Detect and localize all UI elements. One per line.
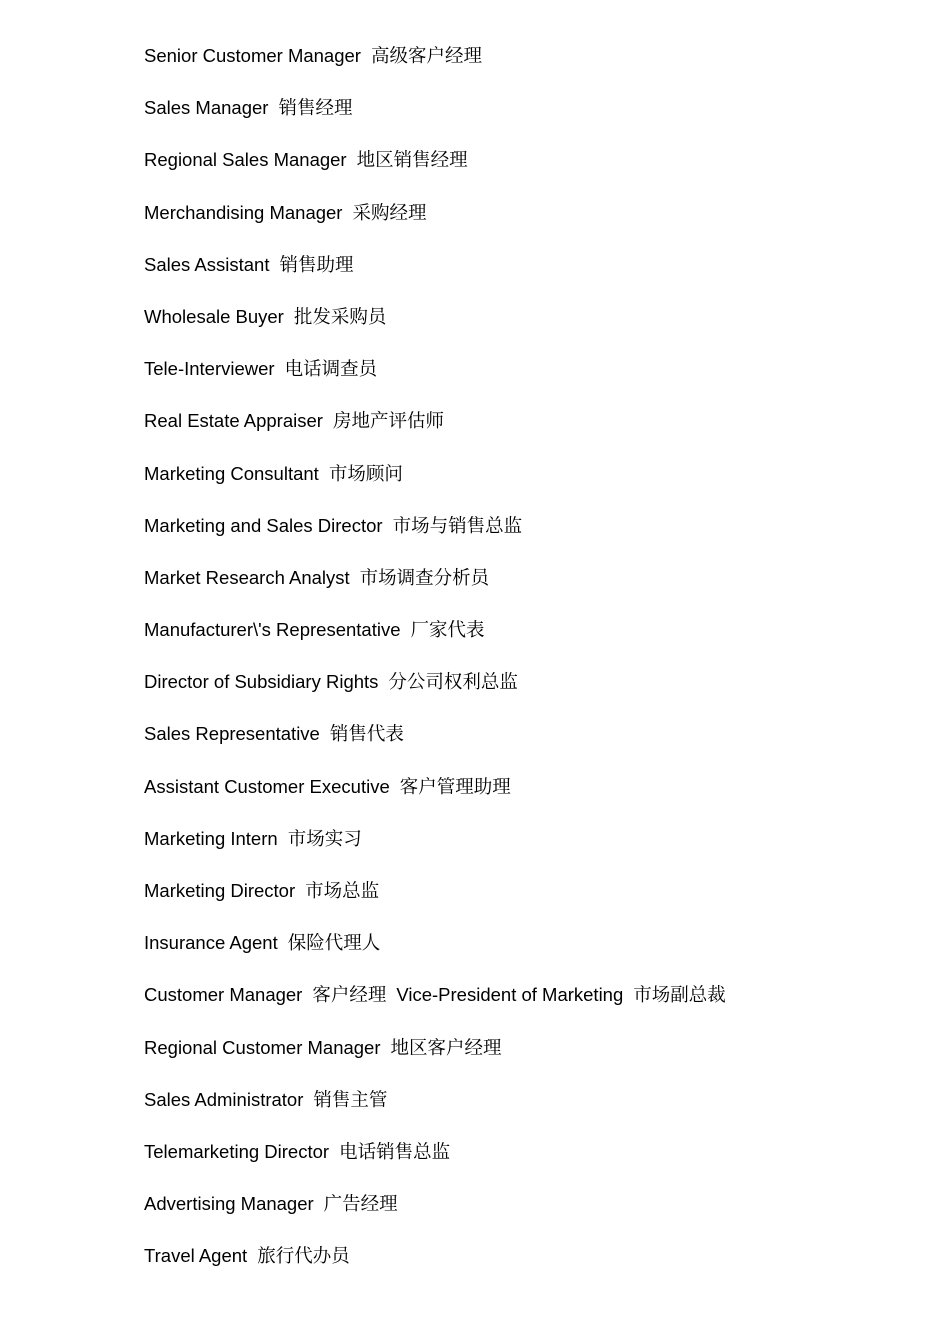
chinese-title: 保险代理人: [287, 933, 381, 955]
list-item: [144, 929, 726, 981]
list-item: [144, 146, 726, 198]
chinese-title: 销售经理: [278, 98, 353, 120]
list-item: [144, 42, 726, 94]
english-title: Travel Agent: [144, 1245, 248, 1267]
chinese-title-secondary: 市场副总裁: [633, 985, 726, 1007]
job-title-list: [144, 42, 726, 1295]
english-title: Telemarketing Director: [144, 1140, 330, 1162]
chinese-title: 广告经理: [323, 1194, 398, 1216]
list-item: [144, 407, 726, 459]
english-title: Manufacturer\'s Representative: [144, 619, 401, 641]
chinese-title: 高级客户经理: [370, 46, 482, 67]
chinese-title: 批发采购员: [293, 306, 387, 328]
list-item: [144, 251, 726, 303]
chinese-title: 厂家代表: [410, 620, 485, 642]
english-title: Advertising Manager: [144, 1193, 314, 1215]
list-item: [144, 877, 726, 929]
list-item: [144, 825, 726, 877]
english-title: Marketing Consultant: [144, 462, 319, 484]
chinese-title: 销售助理: [279, 254, 354, 276]
english-title: Regional Sales Manager: [144, 149, 347, 171]
list-item: [144, 720, 726, 772]
chinese-title: 市场总监: [305, 881, 380, 902]
list-item: [144, 564, 726, 616]
list-item: [144, 981, 726, 1033]
chinese-title: 市场顾问: [328, 463, 403, 485]
english-title: Tele-Interviewer: [144, 358, 275, 380]
list-item: [144, 1034, 726, 1086]
english-title: Insurance Agent: [144, 932, 278, 954]
chinese-title: 电话调查员: [284, 359, 378, 381]
chinese-title: 客户管理助理: [399, 776, 511, 798]
list-item: [144, 773, 726, 825]
chinese-title: 市场与销售总监: [392, 515, 523, 537]
chinese-title: 旅行代办员: [257, 1246, 350, 1268]
list-item: [144, 668, 726, 720]
english-title-secondary: Vice-President of Marketing: [396, 984, 624, 1006]
english-title: Marketing and Sales Director: [144, 514, 383, 536]
english-title: Sales Manager: [144, 97, 269, 119]
chinese-title: 房地产评估师: [332, 411, 444, 433]
english-title: Regional Customer Manager: [144, 1036, 381, 1058]
english-title: Marketing Director: [144, 880, 296, 901]
list-item: [144, 616, 726, 668]
list-item: [144, 1086, 726, 1138]
english-title: Sales Assistant: [144, 253, 270, 275]
chinese-title: 地区销售经理: [356, 150, 468, 172]
english-title: Market Research Analyst: [144, 566, 350, 588]
chinese-title: 市场实习: [287, 828, 362, 850]
english-title: Merchandising Manager: [144, 201, 343, 223]
list-item: [144, 303, 726, 355]
list-item: [144, 199, 726, 251]
english-title: Senior Customer Manager: [144, 45, 361, 66]
list-item: [144, 1242, 726, 1294]
chinese-title: 销售主管: [313, 1089, 388, 1111]
list-item: [144, 1138, 726, 1190]
english-title: Sales Representative: [144, 723, 320, 745]
english-title: Director of Subsidiary Rights: [144, 671, 379, 693]
list-item: [144, 1190, 726, 1242]
chinese-title: 分公司权利总监: [388, 672, 518, 694]
chinese-title: 电话销售总监: [339, 1141, 451, 1163]
list-item: [144, 355, 726, 407]
english-title: Wholesale Buyer: [144, 305, 284, 327]
chinese-title: 销售代表: [329, 724, 404, 746]
chinese-title: 市场调查分析员: [359, 567, 490, 589]
list-item: [144, 94, 726, 146]
english-title: Real Estate Appraiser: [144, 410, 323, 432]
list-item: [144, 460, 726, 512]
chinese-title: 客户经理: [312, 985, 387, 1007]
english-title: Sales Administrator: [144, 1088, 304, 1110]
list-item: [144, 512, 726, 564]
chinese-title: 地区客户经理: [390, 1037, 502, 1059]
english-title: Assistant Customer Executive: [144, 775, 390, 797]
english-title: Customer Manager: [144, 984, 303, 1006]
chinese-title: 采购经理: [352, 202, 427, 224]
english-title: Marketing Intern: [144, 827, 278, 849]
